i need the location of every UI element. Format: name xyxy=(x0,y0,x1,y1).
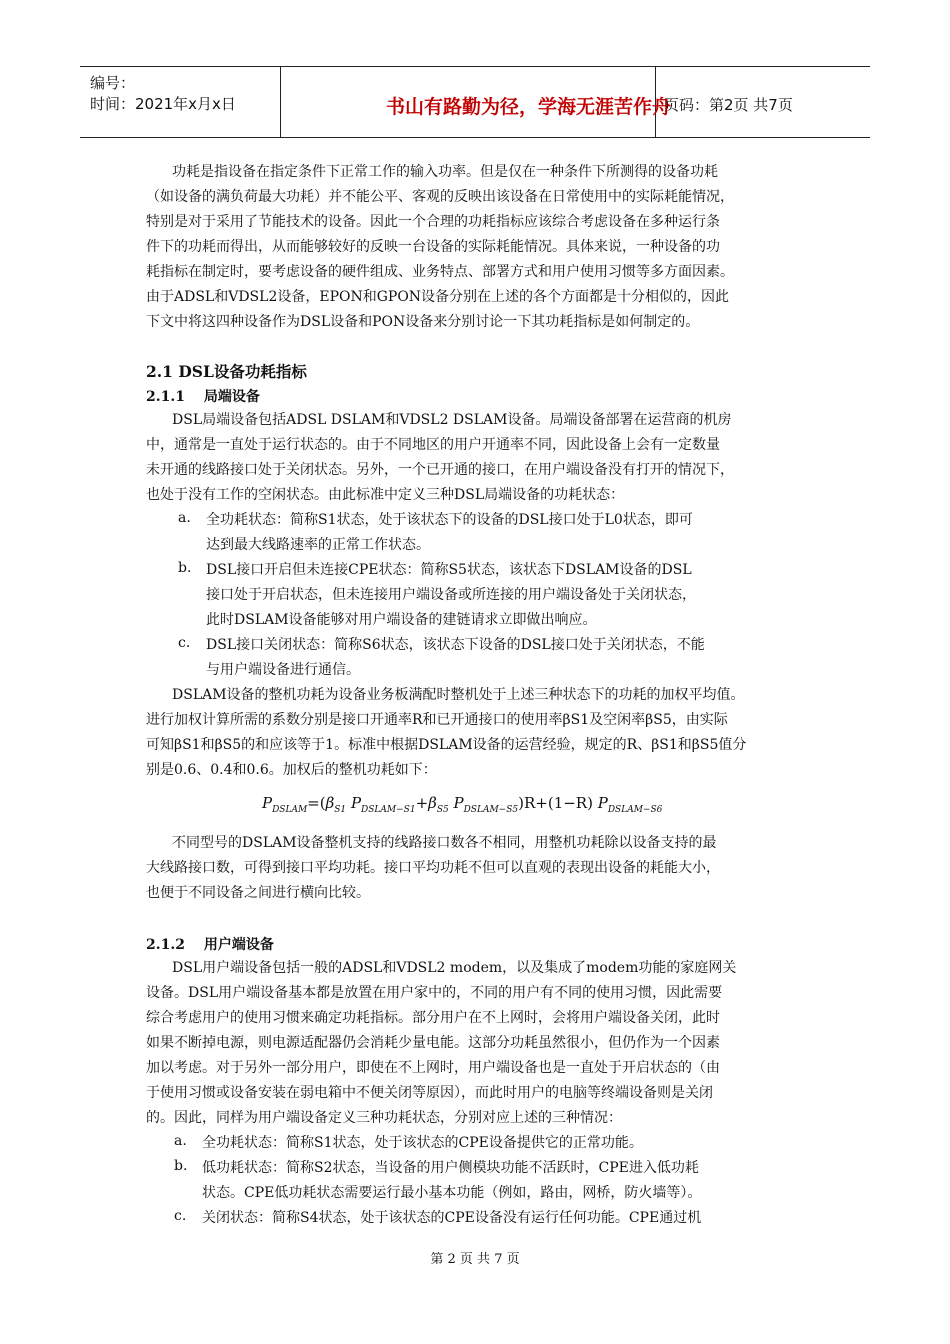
page-footer: 第 2 页 共 7 页 xyxy=(430,1252,520,1267)
list-item-line: 与用户端设备进行通信。 xyxy=(206,662,360,678)
body-line: 加以考虑。对于另外一部分用户，即使在不上网时，用户端设备也是一直处于开启状态的（由 xyxy=(146,1060,720,1076)
header-meta xyxy=(90,73,236,115)
list-item-line: 低功耗状态：简称S2状态，当设备的用户侧模块功能不活跃时，CPE进入低功耗 xyxy=(202,1160,699,1176)
body-line: 不同型号的DSLAM设备整机支持的线路接口数各不相同，用整机功耗除以设备支持的最 xyxy=(172,835,717,851)
intro-line: （如设备的满负荷最大功耗）并不能公平、客观的反映出该设备在日常使用中的实际耗能情况， xyxy=(146,189,734,205)
list-item-line: 全功耗状态：简称S1状态，处于该状态的CPE设备提供它的正常功能。 xyxy=(202,1135,643,1151)
list-marker: c. xyxy=(174,1208,187,1224)
list-marker: c. xyxy=(178,635,191,651)
body-line: DSL局端设备包括ADSL DSLAM和VDSL2 DSLAM设备。局端设备部署在运营商的机房 xyxy=(172,412,732,428)
list-item-line: DSL接口关闭状态：简称S6状态，该状态下设备的DSL接口处于关闭状态，不能 xyxy=(206,637,705,653)
body-line: 设备。DSL用户端设备基本都是放置在用户家中的，不同的用户有不同的使用习惯，因此需要 xyxy=(146,985,723,1001)
body-line: 也便于不同设备之间进行横向比较。 xyxy=(146,885,370,901)
body-line: 如果不断掉电源，则电源适配器仍会消耗少量电能。这部分功耗虽然很小，但仍作为一个因素 xyxy=(146,1035,720,1051)
doc-number-label: 编号： xyxy=(90,74,136,92)
intro-line: 耗指标在制定时，要考虑设备的硬件组成、业务特点、部署方式和用户使用习惯等多方面因素。 xyxy=(146,264,734,280)
list-marker: a. xyxy=(178,510,191,526)
list-item-line: 此时DSLAM设备能够对用户端设备的建链请求立即做出响应。 xyxy=(206,612,597,628)
list-item-line: 全功耗状态：简称S1状态，处于该状态下的设备的DSL接口处于L0状态，即可 xyxy=(206,512,693,528)
body-line: 未开通的线路接口处于关闭状态。另外，一个已开通的接口，在用户端设备没有打开的情况下， xyxy=(146,462,734,478)
body-line: DSL用户端设备包括一般的ADSL和VDSL2 modem，以及集成了modem功能的家庭网关 xyxy=(172,960,737,976)
header-page-number: 页码：第2页 共7页 xyxy=(664,96,793,114)
body-line: 大线路接口数，可得到接口平均功耗。接口平均功耗不但可以直观的表现出设备的耗能大小， xyxy=(146,860,720,876)
intro-line: 功耗是指设备在指定条件下正常工作的输入功率。但是仅在一种条件下所测得的设备功耗 xyxy=(172,164,718,180)
body-line: 也处于没有工作的空闲状态。由此标准中定义三种DSL局端设备的功耗状态： xyxy=(146,487,625,503)
body-line: 中，通常是一直处于运行状态的。由于不同地区的用户开通率不同，因此设备上会有一定数量 xyxy=(146,437,720,453)
body-line: 于使用习惯或设备安装在弱电箱中不便关闭等原因），而此时用户的电脑等终端设备则是关闭 xyxy=(146,1085,713,1101)
intro-line: 由于ADSL和VDSL2设备，EPON和GPON设备分别在上述的各个方面都是十分相似的，因此 xyxy=(146,289,730,305)
body-line: 可知βS1和βS5的和应该等于1。标准中根据DSLAM设备的运营经验，规定的R、βS1和βS5值分 xyxy=(146,737,747,753)
subsection-heading: 2.1.2 用户端设备 xyxy=(146,937,274,953)
power-formula: $P_{DSLAM}=(\beta_{S1}$ $P_{DSLAM-S1}+\beta_{S5}$ $P_{DSLAM-S5})R+(1-R)$ $P_{DSLAM-S6}$ xyxy=(262,794,663,815)
list-item-line: 达到最大线路速率的正常工作状态。 xyxy=(206,537,430,553)
list-item-line: DSL接口开启但未连接CPE状态：简称S5状态，该状态下DSLAM设备的DSL xyxy=(206,562,692,578)
body-line: 综合考虑用户的使用习惯来确定功耗指标。部分用户在不上网时，会将用户端设备关闭，此时 xyxy=(146,1010,720,1026)
doc-date-label: 时间：2021年x月x日 xyxy=(90,95,236,113)
body-line: 的。因此，同样为用户端设备定义三种功耗状态，分别对应上述的三种情况： xyxy=(146,1110,622,1126)
subsection-heading: 2.1.1 局端设备 xyxy=(146,389,260,405)
intro-line: 件下的功耗而得出，从而能够较好的反映一台设备的实际耗能情况。具体来说，一种设备的功 xyxy=(146,239,720,255)
section-heading: 2.1 DSL设备功耗指标 xyxy=(146,362,307,381)
header-divider xyxy=(280,67,281,137)
page-header xyxy=(80,66,870,138)
body-line: DSLAM设备的整机功耗为设备业务板满配时整机处于上述三种状态下的功耗的加权平均值。 xyxy=(172,687,745,703)
intro-line: 特别是对于采用了节能技术的设备。因此一个合理的功耗指标应该综合考虑设备在多种运行条 xyxy=(146,214,720,230)
body-line: 进行加权计算所需的系数分别是接口开通率R和已开通接口的使用率βS1及空闲率βS5，由实际 xyxy=(146,712,728,728)
header-motto: 书山有路勤为径，学海无涯苦作舟 xyxy=(386,96,672,118)
list-marker: b. xyxy=(178,560,192,576)
list-marker: a. xyxy=(174,1133,187,1149)
body-line: 别是0.6、0.4和0.6。加权后的整机功耗如下： xyxy=(146,762,437,778)
list-item-line: 关闭状态：简称S4状态，处于该状态的CPE设备没有运行任何功能。CPE通过机 xyxy=(202,1210,702,1226)
list-item-line: 接口处于开启状态，但未连接用户端设备或所连接的用户端设备处于关闭状态， xyxy=(206,587,696,603)
list-item-line: 状态。CPE低功耗状态需要运行最小基本功能（例如，路由，网桥，防火墙等）。 xyxy=(202,1185,702,1201)
list-marker: b. xyxy=(174,1158,188,1174)
intro-line: 下文中将这四种设备作为DSL设备和PON设备来分别讨论一下其功耗指标是如何制定的。 xyxy=(146,314,700,330)
